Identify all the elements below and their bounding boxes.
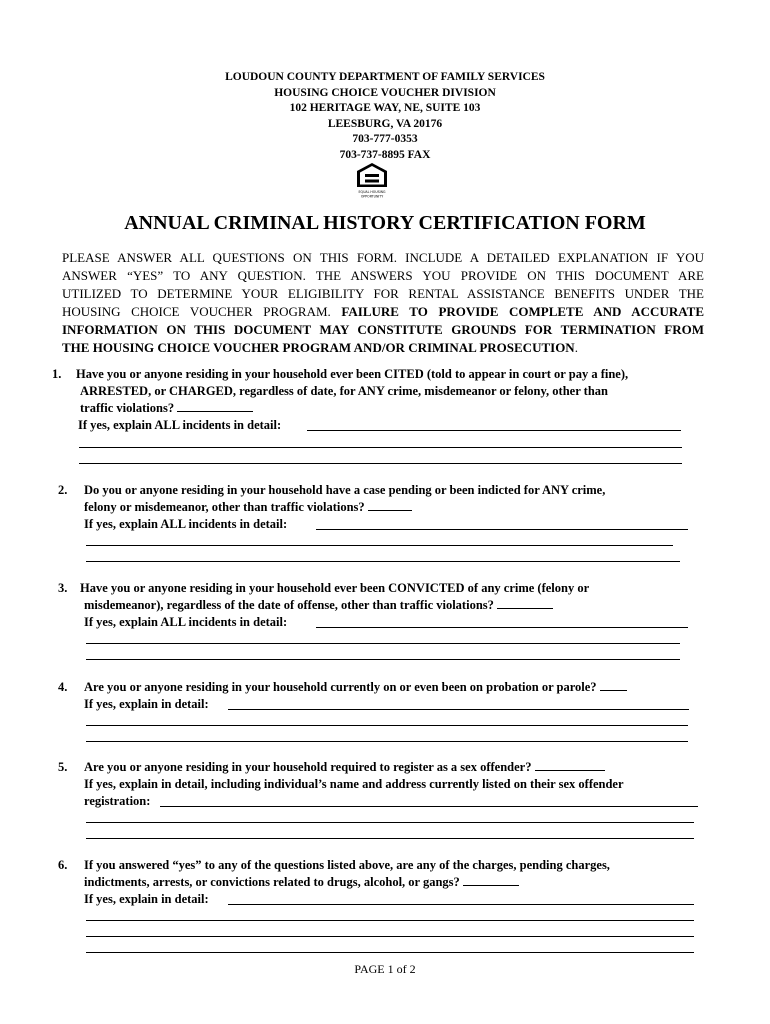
question-text: Have you or anyone residing in your household ever been CONVICTED of any crime (felony or [80,581,590,595]
explain-line[interactable] [316,529,688,530]
explain-line[interactable] [160,806,698,807]
city-state-zip: LEESBURG, VA 20176 [327,117,443,130]
explain-label: If yes, explain ALL incidents in detail: [84,517,288,531]
question-number: 5. [58,760,68,774]
intro-line [62,321,704,339]
explain-line[interactable] [86,920,694,921]
question-3 [58,580,718,664]
question-number: 2. [58,483,68,497]
logo-caption-2: OPPORTUNITY [360,194,384,199]
explain-line[interactable] [86,561,680,562]
question-text-part: felony or misdemeanor, other than traffic violations? [84,500,365,514]
agency-header [0,70,770,163]
explain-line[interactable] [86,725,688,726]
explain-label: registration: [84,794,151,808]
intro-warning: THE HOUSING CHOICE VOUCHER PROGRAM AND/OR CRIMINAL PROSECUTION [62,340,575,355]
question-text [84,597,553,615]
answer-blank[interactable] [535,759,605,771]
explain-line[interactable] [79,447,682,448]
answer-blank[interactable] [463,874,519,886]
question-text [84,679,627,697]
answer-blank[interactable] [368,499,412,511]
explain-line[interactable] [228,904,694,905]
intro-period: . [574,340,578,355]
answer-blank[interactable] [497,597,553,609]
question-1 [52,366,712,466]
question-number: 4. [58,680,68,694]
explain-line[interactable] [307,430,681,431]
form-title: ANNUAL CRIMINAL HISTORY CERTIFICATION FORM [124,212,646,234]
intro-text: HOUSING CHOICE VOUCHER PROGRAM. [62,304,331,319]
question-text-part: indictments, arrests, or convictions related to drugs, alcohol, or gangs? [84,875,460,889]
instructions-paragraph [62,249,704,357]
question-text-part: traffic violations? [80,401,175,415]
question-text: If you answered “yes” to any of the questions listed above, are any of the charges, pending charges, [84,858,610,872]
division-name: HOUSING CHOICE VOUCHER DIVISION [274,86,496,99]
question-6 [58,857,718,957]
intro-line: UTILIZED TO DETERMINE YOUR ELIGIBILITY FOR RENTAL ASSISTANCE BENEFITS UNDER THE [62,286,704,301]
question-text-part: Are you or anyone residing in your household currently on or even been on probation or parole? [84,680,597,694]
explain-line[interactable] [86,741,688,742]
intro-warning: FAILURE TO PROVIDE COMPLETE AND ACCURATE [341,304,704,319]
phone-number: 703-777-0353 [352,133,418,145]
answer-blank[interactable] [600,679,627,691]
explain-line[interactable] [86,643,680,644]
explain-line[interactable] [86,545,673,546]
question-text: ARRESTED, or CHARGED, regardless of date, for ANY crime, misdemeanor or felony, other than [80,384,608,398]
question-2 [58,482,718,572]
page-number: PAGE 1 of 2 [354,962,416,976]
question-text: Have you or anyone residing in your household ever been CITED (told to appear in court or pay a fine), [76,367,629,381]
question-number: 3. [58,581,68,595]
explain-label: If yes, explain ALL incidents in detail: [78,418,282,432]
explain-line[interactable] [79,463,682,464]
street-address: 102 HERITAGE WAY, NE, SUITE 103 [289,102,481,114]
intro-warning: INFORMATION ON THIS DOCUMENT MAY CONSTITUTE GROUNDS FOR TERMINATION FROM [62,322,704,337]
explain-line[interactable] [86,659,680,660]
question-5 [58,759,718,843]
question-4 [58,679,718,745]
equal-housing-opportunity-icon [354,162,390,200]
explain-label: If yes, explain in detail: [84,892,209,906]
explain-label: If yes, explain ALL incidents in detail: [84,615,288,629]
question-text-part: Are you or anyone residing in your household required to register as a sex offender? [84,760,532,774]
explain-line[interactable] [86,838,694,839]
question-text [84,499,412,517]
question-text: Do you or anyone residing in your household have a case pending or been indicted for ANY crime, [84,483,606,497]
fax-number: 703-737-8895 FAX [339,148,431,161]
intro-line: PLEASE ANSWER ALL QUESTIONS ON THIS FORM. INCLUDE A DETAILED EXPLANATION IF YOU [62,250,704,265]
explain-line[interactable] [86,822,694,823]
question-text [84,759,605,777]
question-number: 1. [52,367,62,381]
explain-line[interactable] [86,936,694,937]
answer-blank[interactable] [177,400,253,412]
explain-label: If yes, explain in detail: [84,697,209,711]
explain-line[interactable] [86,952,694,953]
question-text [80,400,253,418]
intro-line [62,303,704,321]
explain-line[interactable] [228,709,689,710]
explain-line[interactable] [316,627,688,628]
question-text-part: misdemeanor), regardless of the date of offense, other than traffic violations? [84,598,494,612]
logo-caption-1: EQUAL HOUSING [358,190,386,194]
question-text [84,874,519,892]
question-text: If yes, explain in detail, including individual’s name and address currently listed on their sex offender [84,777,624,791]
intro-line [62,339,704,357]
question-number: 6. [58,858,68,872]
agency-name: LOUDOUN COUNTY DEPARTMENT OF FAMILY SERVICES [225,71,545,83]
intro-line: ANSWER “YES” TO ANY QUESTION. THE ANSWERS YOU PROVIDE ON THIS DOCUMENT ARE [62,268,704,283]
